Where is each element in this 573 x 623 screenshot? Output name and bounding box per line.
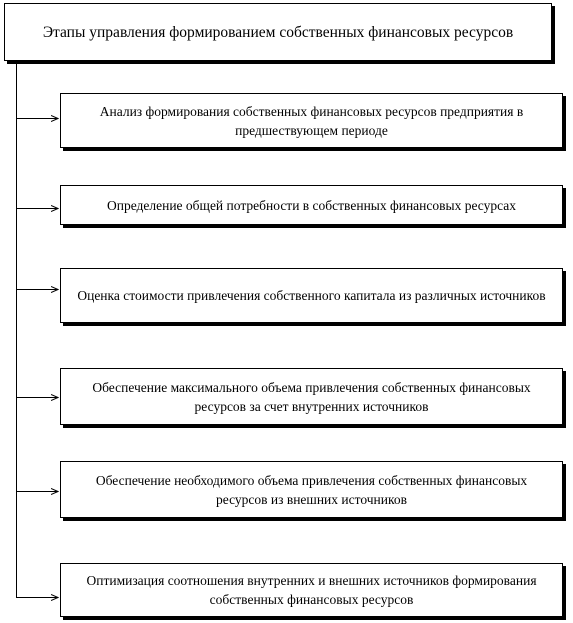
step-label: Определение общей потребности в собственных финансовых ресурсах xyxy=(106,197,517,213)
step-label: Анализ формирования собственных финансовых ресурсов предприятия в предшествующем периоде xyxy=(99,103,524,138)
step-label: Обеспечение необходимого объема привлечения собственных финансовых ресурсов из внешних источников xyxy=(95,472,528,507)
diagram-title: Этапы управления формированием собственных финансовых ресурсов xyxy=(42,23,514,41)
step-label: Оценка стоимости привлечения собственного капитала из различных источников xyxy=(77,288,546,303)
step-box-analysis xyxy=(60,93,563,148)
step-label: Оптимизация соотношения внутренних и внешних источников формирования собственных финансовых ресурсов xyxy=(86,573,537,607)
step-box-optimization xyxy=(60,563,563,617)
step-box-external-sources xyxy=(60,461,563,518)
diagram-title-box xyxy=(4,3,552,61)
step-box-internal-sources xyxy=(60,368,563,425)
step-box-total-need xyxy=(60,185,563,225)
step-box-capital-cost xyxy=(60,268,563,323)
step-label: Обеспечение максимального объема привлечения собственных финансовых ресурсов за счет внутренних источников xyxy=(92,379,531,414)
